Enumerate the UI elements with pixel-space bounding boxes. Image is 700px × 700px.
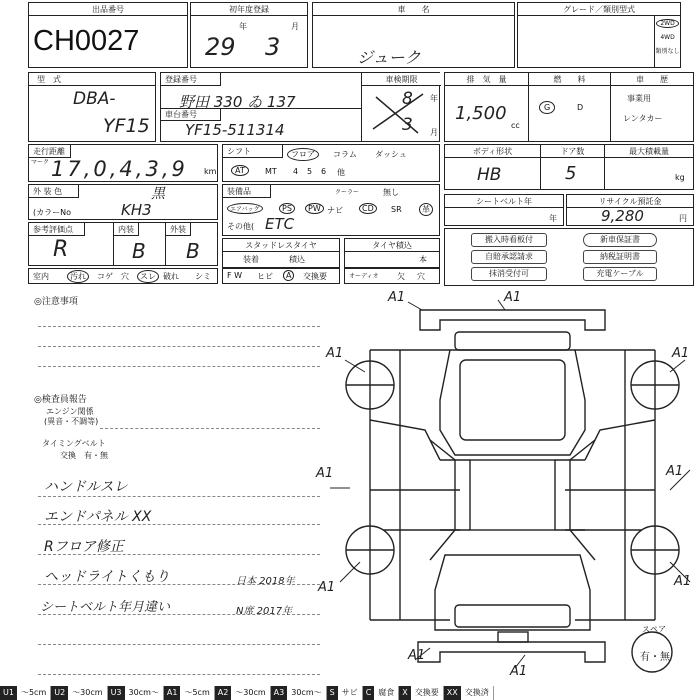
equipment-box [222, 184, 440, 236]
report-text-2: エンドパネル XX [44, 509, 152, 525]
fuel-d: D [577, 103, 584, 112]
insp-year-unit: 年 [430, 94, 438, 103]
car-name-label: 車 名 [313, 3, 514, 16]
color-box [28, 184, 218, 220]
reg-no-value: 野田 330 ゐ 137 [179, 93, 296, 111]
damage-mark-rear-bumper-left: A1 [408, 648, 426, 663]
model-box [28, 72, 156, 142]
body-type-value: HB [477, 165, 502, 185]
body-type-panel [445, 145, 541, 189]
damage-mark-front-bumper: A1 [504, 290, 522, 305]
body-type-label: ボディ形状 [445, 145, 540, 158]
model-line2: YF15 [103, 115, 150, 137]
front-panel [455, 332, 570, 350]
damage-mark-right-door: A1 [666, 464, 684, 479]
color-code-label: (カラーNo [33, 208, 71, 217]
history-business: 事業用 [627, 94, 651, 103]
shift-gear-4: 4 [293, 167, 299, 176]
shift-gear-other: 他 [337, 168, 345, 177]
notes-line-3 [38, 366, 320, 367]
interior-value: B [132, 239, 146, 263]
report-line-7 [38, 674, 320, 675]
capacity-panel [605, 145, 693, 189]
color-label: 外 装 色 [29, 185, 79, 198]
lot-number: CH0027 [33, 25, 140, 57]
legend-key: U1 [0, 686, 17, 700]
recycle-label: リサイクル預託金 [567, 195, 693, 208]
lot-box [28, 2, 188, 68]
opt-none: 類別なし [655, 48, 680, 55]
spare-value: 有・無 [640, 652, 670, 663]
tire-load-label: タイヤ積込 [345, 239, 439, 252]
studless-mounted: 装着 [243, 255, 259, 264]
shift-gear-5: 5 [307, 167, 313, 176]
legend-key: U2 [51, 686, 68, 700]
studless-loaded: 積込 [289, 255, 305, 264]
interior-scuff: スレ [137, 270, 159, 283]
displacement-unit: cc [511, 121, 520, 130]
report-line-6 [38, 644, 320, 645]
equip-cooler: クーラー [335, 189, 360, 196]
chassis-value: YF15-511314 [185, 121, 285, 139]
mileage-label: 走行距離 [29, 145, 71, 158]
notes-line-2 [38, 346, 320, 347]
grade-box [517, 2, 681, 68]
interior-hole: 穴 [121, 272, 129, 281]
score-label: 参考評価点 [29, 223, 85, 236]
door-count-value: 5 [565, 163, 577, 184]
fw-a: A [283, 270, 294, 281]
shift-label: シフト [223, 145, 283, 158]
history-label: 車 歴 [611, 73, 693, 86]
displacement-value: 1,500 [455, 103, 507, 124]
damage-mark-left-door: A1 [316, 466, 334, 481]
belt-note-1: 日本 2018年 [236, 576, 295, 587]
insp-year: 8 [402, 89, 413, 109]
mileage-box [28, 144, 218, 182]
legend-key: A2 [215, 686, 232, 700]
equip-other-value: ETC [265, 215, 295, 233]
report-engine: エンジン関係 [46, 407, 94, 416]
spec-box [444, 72, 694, 142]
model-label: 型 式 [29, 73, 155, 86]
shift-mt: MT [265, 167, 277, 176]
studless-box [222, 238, 340, 268]
interior-label: 内装 [114, 223, 139, 236]
chassis-label: 車台番号 [161, 108, 221, 121]
equip-airbag: エアバッグ [227, 203, 263, 214]
paper-tax: 納税証明書 [583, 250, 657, 264]
legend-value: ～30cm [68, 686, 107, 700]
tire-load-unit: 本 [419, 255, 427, 264]
interior-dirty: 汚れ [67, 270, 89, 283]
equip-ps: PS [279, 203, 295, 214]
score-value: R [53, 237, 69, 262]
legend-key: X [399, 686, 410, 700]
notes-title: ◎注意事項 [34, 297, 78, 307]
body-box [444, 144, 694, 190]
color-value: 黒 [151, 186, 165, 202]
year-unit: 年 [239, 22, 247, 31]
first-reg-month: 3 [265, 33, 281, 61]
first-reg-box [190, 2, 308, 68]
shift-box [222, 144, 440, 182]
legend-value: 交換要 [411, 686, 444, 700]
legend-key: A3 [271, 686, 288, 700]
seatbelt-box [444, 194, 564, 226]
report-text-1: ハンドルスレ [44, 479, 128, 495]
shift-column: コラム [333, 150, 357, 159]
shift-dash: ダッシュ [375, 150, 407, 159]
model-line1: DBA- [73, 89, 116, 109]
belt-note-2: N席 2017年 [236, 606, 293, 617]
equip-other-label: その他( [227, 222, 255, 231]
seatbelt-label: シートベルト年 [445, 195, 563, 208]
damage-mark-left-fender: A1 [326, 346, 344, 361]
audio-box [344, 268, 440, 284]
shift-gear-6: 6 [321, 167, 327, 176]
report-line-engine [100, 428, 320, 429]
history-rental: レンタカー [623, 114, 663, 123]
insp-month-unit: 月 [430, 128, 438, 137]
notes-line-1 [38, 326, 320, 327]
capacity-label: 最大積載量 [605, 145, 693, 158]
damage-mark-right-fender: A1 [672, 346, 690, 361]
report-exchange: 交換 有・無 [60, 451, 108, 460]
reg-box [160, 72, 440, 142]
audio-missing: 欠 [397, 272, 405, 281]
mileage-mark: マーク [31, 159, 50, 166]
equip-navi: ナビ [327, 206, 343, 215]
exterior-label: 外装 [166, 223, 191, 236]
exterior-value: B [186, 239, 200, 263]
legend-value: ～5cm [180, 686, 214, 700]
history-panel [611, 73, 693, 141]
interior-burn: コゲ [97, 272, 113, 281]
recycle-value: 9,280 [601, 207, 644, 225]
equipment-label: 装備品 [223, 185, 271, 198]
legend-value: 腐食 [374, 686, 399, 700]
displacement-label: 排 気 量 [445, 73, 528, 86]
fuel-panel [529, 73, 611, 141]
door-count-panel [541, 145, 605, 189]
report-text-4: ヘッドライトくもり [44, 569, 170, 585]
mileage-unit: km [204, 167, 217, 176]
rear-bumper [418, 642, 605, 662]
fuel-label: 燃 料 [529, 73, 610, 86]
legend-key: S [327, 686, 338, 700]
grade-options [654, 16, 680, 67]
first-reg-label: 初年度登録 [191, 3, 307, 16]
inspection-label: 車検期限 [362, 73, 441, 86]
door-count-label: ドア数 [541, 145, 604, 158]
legend-key: XX [444, 686, 461, 700]
interior-cond-label: 室内 [33, 272, 49, 281]
capacity-unit: kg [675, 173, 685, 182]
spare-label: スペア [642, 625, 666, 634]
month-unit: 月 [291, 22, 299, 31]
shift-floor: フロア [287, 148, 319, 161]
seatbelt-unit: 年 [549, 214, 557, 223]
inspection-strike-mark [368, 89, 428, 137]
legend-value: 30cm～ [287, 686, 326, 700]
audio-hole: 穴 [417, 272, 425, 281]
report-timing: タイミングベルト [42, 439, 106, 448]
report-text-3: Rフロア修正 [44, 539, 124, 555]
shift-at: AT [231, 165, 249, 176]
legend-value: サビ [338, 686, 363, 700]
interior-tear: 破れ [163, 272, 179, 281]
equip-sr: SR [391, 205, 402, 214]
equip-pw: PW [305, 203, 324, 214]
exterior-score-panel [165, 223, 217, 265]
first-reg-year: 29 [205, 33, 236, 61]
reg-no-label: 登録番号 [161, 73, 221, 86]
interior-score-panel [113, 223, 165, 265]
grade-label: グレード／類別型式 [518, 3, 680, 16]
equip-leather: 革 [419, 203, 433, 216]
damage-mark-rear-left: A1 [318, 580, 336, 595]
equip-none: 無し [383, 188, 399, 197]
interior-condition-box [28, 268, 218, 284]
tire-load-box [344, 238, 440, 268]
roof [470, 460, 555, 530]
score-box [28, 222, 218, 266]
report-engine-sub: (異音・不調等) [44, 417, 99, 426]
legend-key: U3 [108, 686, 125, 700]
hood [440, 350, 585, 455]
paper-charge-cable: 充電ケーブル [583, 267, 657, 281]
opt-4wd: 4WD [660, 34, 675, 41]
damage-mark-rear-bumper: A1 [510, 664, 528, 679]
inspection-panel [361, 73, 441, 141]
fw-replace: 交換要 [303, 272, 327, 281]
rear-panel [455, 605, 570, 627]
fuel-g: G [539, 101, 555, 114]
recycle-box [566, 194, 694, 226]
damage-code-legend [0, 686, 700, 700]
front-bumper [420, 310, 605, 330]
report-title: ◎検査員報告 [34, 395, 87, 405]
papers-panel [444, 228, 694, 286]
paper-signboard: 搬入時看板付 [471, 233, 547, 247]
legend-key: A1 [164, 686, 181, 700]
paper-warranty: 新車保証書 [583, 233, 657, 247]
paper-insurance: 自賠承認請求 [471, 250, 547, 264]
insp-month: 3 [402, 115, 413, 135]
equip-cd: CD [359, 203, 377, 214]
interior-stain: シミ [195, 272, 211, 281]
fw-label: F W [227, 271, 243, 280]
fw-box [222, 268, 340, 284]
car-name-value: ジューク [357, 48, 421, 67]
damage-mark-rear-right: A1 [674, 574, 692, 589]
studless-label: スタッドレスタイヤ [223, 239, 339, 252]
mileage-value: 17,0,4,3,9 [51, 157, 188, 181]
recycle-unit: 円 [679, 214, 687, 223]
report-text-5: シートベルト年月違い [40, 600, 171, 615]
legend-key: C [363, 686, 375, 700]
legend-value: ～30cm [231, 686, 270, 700]
audio-label: オーディオ [349, 273, 379, 280]
report-line-1 [38, 496, 320, 497]
lot-label: 出品番号 [29, 3, 187, 16]
color-code-value: KH3 [121, 201, 152, 219]
legend-value: ～5cm [17, 686, 51, 700]
legend-value: 30cm～ [125, 686, 164, 700]
trunk [435, 555, 590, 630]
damage-mark-front-left: A1 [388, 290, 406, 305]
fw-crack: ヒビ [257, 272, 273, 281]
paper-cancel: 抹消受付可 [471, 267, 547, 281]
legend-value: 交換済 [461, 686, 494, 700]
car-name-box [312, 2, 515, 68]
displacement-panel [445, 73, 529, 141]
opt-2wd: 2WD [656, 19, 679, 28]
